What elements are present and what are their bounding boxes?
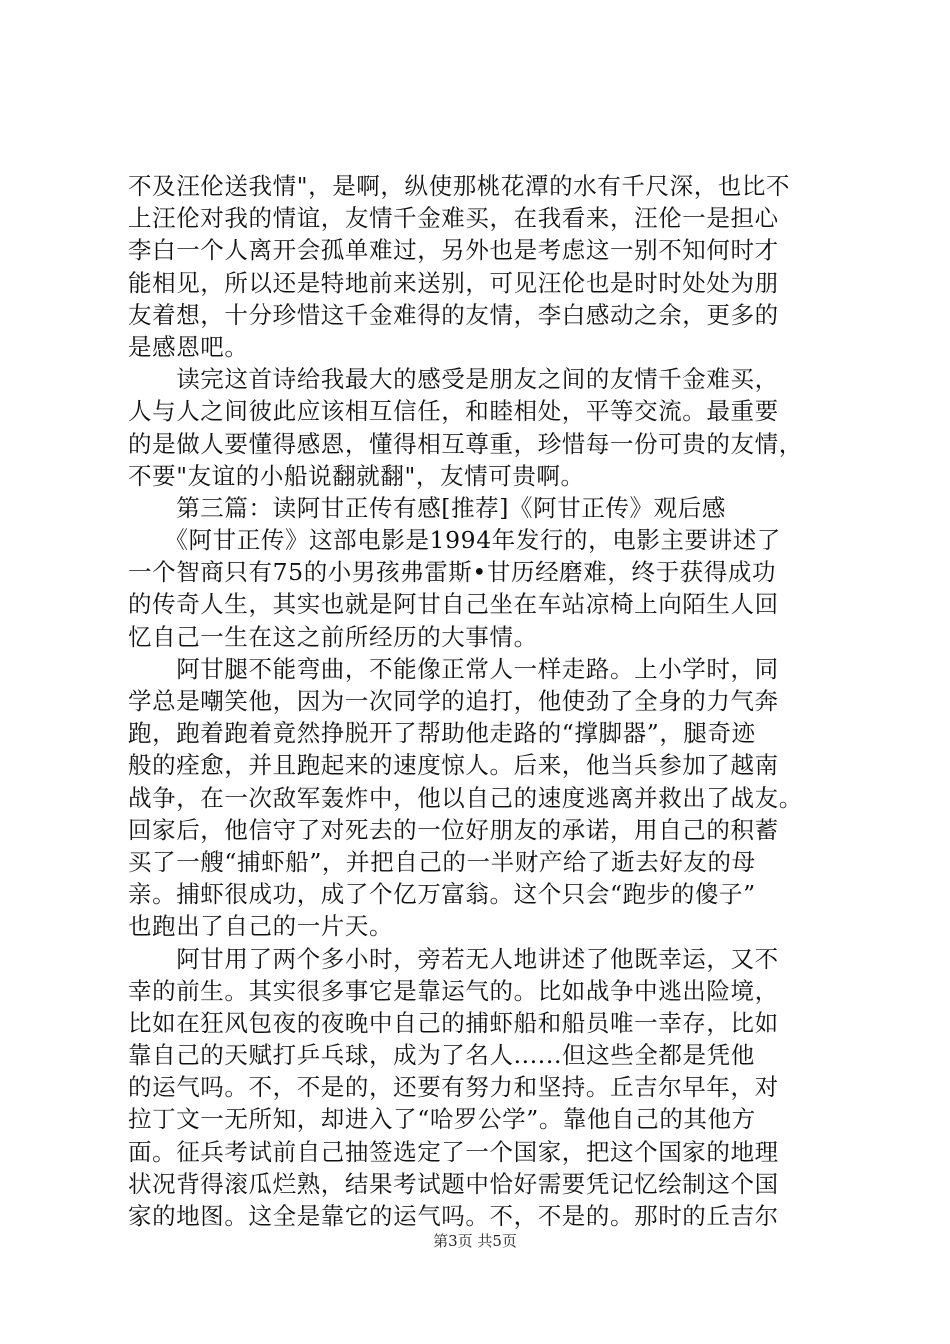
text-line: 的传奇人生，其实也就是阿甘自己坐在车站凉椅上向陌生人回 [128, 590, 779, 619]
text-line: 比如在狂风包夜的夜晚中自己的捕虾船和船员唯一幸存，比如 [128, 1008, 779, 1037]
text-line: 的运气吗。不，不是的，还要有努力和坚持。丘吉尔早年，对 [128, 1073, 779, 1102]
text-line: 《阿甘正传》这部电影是1994年发行的，电影主要讲述了 [128, 526, 781, 555]
text-line: 是感恩吧。 [128, 332, 249, 361]
text-line: 买了一艘“捕虾船”，并把自己的一半财产给了逝去好友的母 [128, 847, 756, 876]
text-line: 学总是嘲笑他，因为一次同学的追打，他使劲了全身的力气奔 [128, 687, 779, 715]
text-line: 状况背得滚瓜烂熟，结果考试题中恰好需要凭记忆绘制这个国 [128, 1169, 779, 1198]
text-line: 也跑出了自己的一片天。 [128, 912, 394, 941]
text-line: 读完这首诗给我最大的感受是朋友之间的友情千金难买， [128, 365, 779, 394]
text-line: 阿甘腿不能弯曲，不能像正常人一样走路。上小学时，同 [128, 654, 779, 683]
text-line: 幸的前生。其实很多事它是靠运气的。比如战争中逃出险境， [128, 976, 779, 1005]
text-line: 的是做人要懂得感恩，懂得相互尊重，珍惜每一份可贵的友情， [128, 429, 803, 458]
text-line: 面。征兵考试前自己抽签选定了一个国家，把这个国家的地理 [128, 1137, 779, 1166]
text-line: 拉丁文一无所知，却进入了“哈罗公学”。靠他自己的其他方 [128, 1105, 756, 1134]
text-line: 靠自己的天赋打乒乓球，成为了名人......但这些全都是凭他 [128, 1041, 755, 1070]
section-heading: 第三篇：读阿甘正传有感[推荐]《阿甘正传》观后感 [128, 493, 726, 522]
text-line: 人与人之间彼此应该相互信任，和睦相处，平等交流。最重要 [128, 397, 779, 426]
text-line: 上汪伦对我的情谊，友情千金难买，在我看来，汪伦一是担心 [128, 204, 779, 233]
text-line: 跑，跑着跑着竟然挣脱开了帮助他走路的“撑脚器”，腿奇迹 [128, 719, 756, 748]
text-line: 般的痊愈，并且跑起来的速度惊人。后来，他当兵参加了越南 [128, 751, 779, 780]
text-line: 李白一个人离开会孤单难过，另外也是考虑这一别不知何时才 [128, 236, 779, 265]
text-line: 家的地图。这全是靠它的运气吗。不，不是的。那时的丘吉尔 [128, 1202, 779, 1230]
body-text [128, 170, 828, 1232]
text-line: 能相见，所以还是特地前来送别，可见汪伦也是时时处处为朋 [128, 268, 779, 297]
text-line: 不及汪伦送我情"，是啊，纵使那桃花潭的水有千尺深，也比不 [128, 172, 791, 200]
text-line: 友着想，十分珍惜这千金难得的友情，李白感动之余，更多的 [128, 300, 779, 329]
text-line: 回家后，他信守了对死去的一位好朋友的承诺，用自己的积蓄 [128, 815, 779, 844]
text-line: 阿甘用了两个多小时，旁若无人地讲述了他既幸运，又不 [128, 944, 779, 973]
text-line: 战争，在一次敌军轰炸中，他以自己的速度逃离并救出了战友。 [128, 783, 803, 812]
text-line: 一个智商只有75的小男孩弗雷斯•甘历经磨难，终于获得成功 [128, 558, 777, 587]
text-line: 亲。捕虾很成功，成了个亿万富翁。这个只会“跑步的傻子” [128, 880, 756, 909]
text-line: 不要"友谊的小船说翻就翻"，友情可贵啊。 [128, 461, 585, 490]
text-line: 忆自己一生在这之前所经历的大事情。 [128, 622, 538, 651]
page-number-footer: 第3页 共5页 [433, 1232, 517, 1250]
